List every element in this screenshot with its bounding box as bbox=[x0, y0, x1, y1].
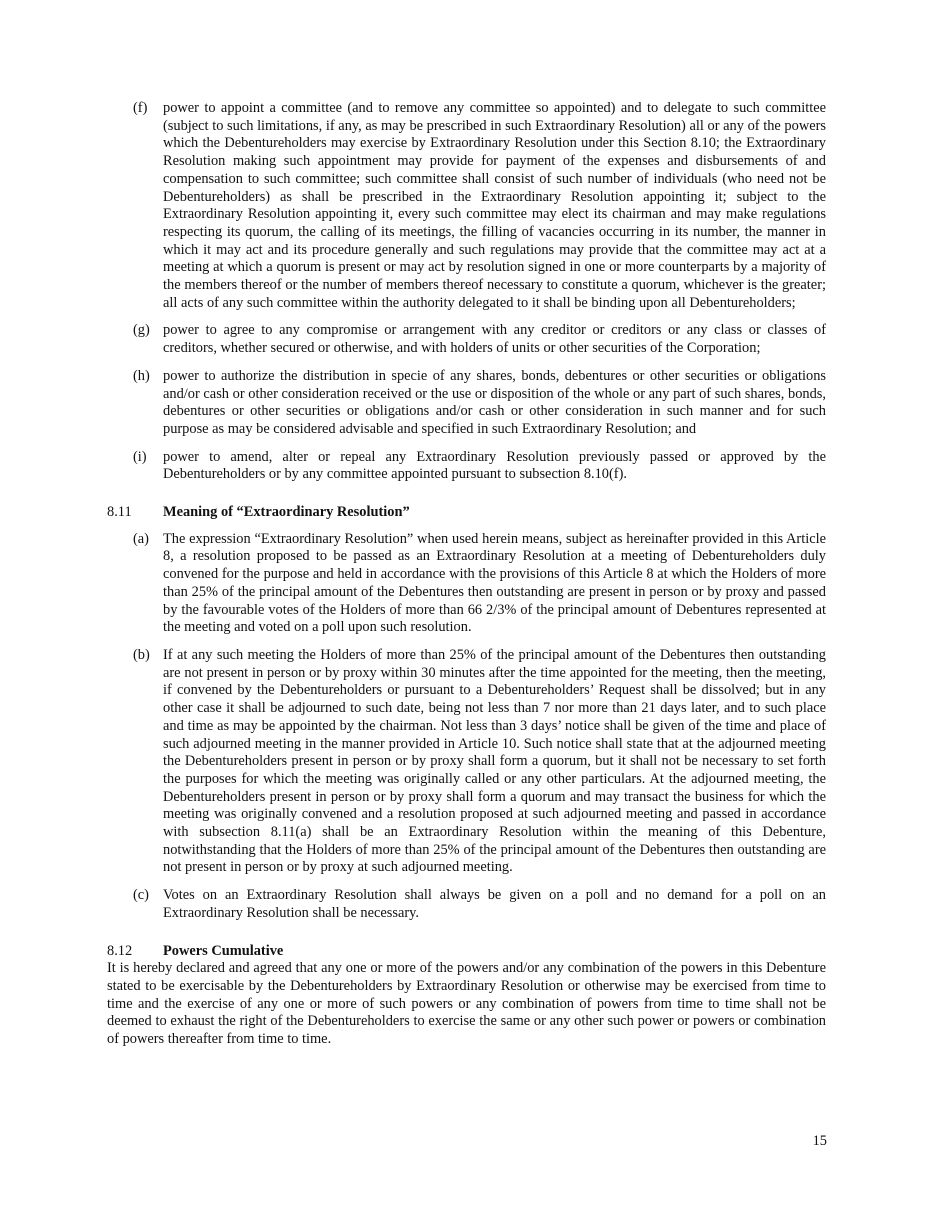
list-item-label: (c) bbox=[133, 887, 149, 904]
list-item-h bbox=[133, 368, 826, 439]
section-number: 8.12 bbox=[107, 942, 133, 959]
list-item-label: (g) bbox=[133, 322, 150, 339]
section-body-8-12: It is hereby declared and agreed that any one or more of the powers and/or any combination of the powers in this Debenture stated to be exercisable by the Debentureholders by Extraordinary Resolution or otherwise may be exercised from time to time and the exercise of any one or more of such powers or any combination of powers from time to time shall not be deemed to exhaust the right of the Debentureholders to exercise the same or any other such power or powers or combination of powers thereafter from time to time. bbox=[107, 960, 826, 1048]
list-item-g bbox=[133, 322, 826, 357]
page-content bbox=[107, 100, 826, 1049]
list-item-label: (a) bbox=[133, 530, 149, 547]
list-item-text: If at any such meeting the Holders of more than 25% of the principal amount of the Debentures then outstanding are not present in person or by proxy within 30 minutes after the time appointed for the meeting, then the meeting, if convened by the Debentureholders or pursuant to a Debentureholders’ Request shall be dissolved; but in any other case it shall be adjourned to such date, being not less than 7 nor more than 21 days later, and to such place and time as may be appointed by the chairman. Not less than 3 days’ notice shall be given of the time and place of such adjourned meeting in the manner provided in Article 10. Such notice shall state that at the adjourned meeting the Debentureholders present in person or by proxy shall form a quorum, but it shall not be necessary to set forth the purposes for which the meeting was originally called or any other particulars. At the adjourned meeting, the Debentureholders present in person or by proxy shall form a quorum and may transact the business for which the meeting was originally convened and a resolution proposed at such adjourned meeting and passed in accordance with subsection 8.11(a) shall be an Extraordinary Resolution within the meaning of this Debenture, notwithstanding that the Holders of more than 25% of the principal amount of the Debentures then outstanding are not present in person or by proxy at such adjourned meeting. bbox=[163, 646, 826, 876]
list-item-c bbox=[133, 887, 826, 922]
section-heading-8-11 bbox=[107, 504, 826, 522]
page-number: 15 bbox=[812, 1133, 827, 1149]
list-item-b bbox=[133, 647, 826, 877]
list-item-label: (b) bbox=[133, 646, 150, 663]
section-title: Powers Cumulative bbox=[163, 942, 284, 959]
list-item-f bbox=[133, 100, 826, 312]
list-item-text: power to agree to any compromise or arrangement with any creditor or creditors or any class or classes of creditors, whether secured or otherwise, and with holders of units or other securities of the Corporation; bbox=[163, 322, 826, 357]
list-item-i bbox=[133, 449, 826, 484]
list-item-text: Votes on an Extraordinary Resolution shall always be given on a poll and no demand for a poll on an Extraordinary Resolution shall be necessary. bbox=[163, 887, 826, 921]
list-item-text: power to amend, alter or repeal any Extraordinary Resolution previously passed or approved by the Debentureholders or by any committee appointed pursuant to subsection 8.10(f). bbox=[163, 448, 826, 483]
list-item-text: power to authorize the distribution in specie of any shares, bonds, debentures or other securities or obligations and/or cash or other consideration received or the use or disposition of the whole or any part of such shares, bonds, debentures or other securities or obligations and/or cash or other consideration in such manner and for such purpose as may be considered advisable and specified in such Extraordinary Resolution; and bbox=[163, 367, 826, 437]
section-number: 8.11 bbox=[107, 504, 132, 521]
list-item-label: (h) bbox=[133, 367, 150, 384]
section-title: Meaning of “Extraordinary Resolution” bbox=[163, 504, 410, 521]
list-item-text: power to appoint a committee (and to remove any committee so appointed) and to delegate to such committee (subject to such limitations, if any, as may be prescribed in such Extraordinary Resolution) all or any of the powers which the Debentureholders may exercise by Extraordinary Resolution under this Section 8.10; the Extraordinary Resolution making such appointment may provide for payment of the expenses and disbursements of and compensation to such committee; such committee shall consist of such number of individuals (who need not be Debentureholders) as shall be prescribed in the Extraordinary Resolution appointing it; subject to the Extraordinary Resolution appointing it, every such committee may elect its chairman and may make regulations respecting its quorum, the calling of its meetings, the filling of vacancies occurring in its number, the manner in which it may act and its procedure generally and such regulations may provide that the committee may act at a meeting at which a quorum is present or may act by resolution signed in one or more counterparts by a majority of the members thereof or the number of members thereof necessary to constitute a quorum, whichever is the greater; all acts of any such committee within the authority delegated to it shall be binding upon all Debentureholders; bbox=[163, 100, 826, 311]
list-item-label: (i) bbox=[133, 448, 147, 465]
section-heading-8-12 bbox=[107, 943, 826, 961]
list-item-label: (f) bbox=[133, 100, 148, 116]
list-item-text: The expression “Extraordinary Resolution” when used herein means, subject as hereinafter provided in this Article 8, a resolution proposed to be passed as an Extraordinary Resolution at a meeting of Debentureholders duly convened for the purpose and held in accordance with the provisions of this Article 8 at which the Holders of more than 25% of the principal amount of the Debentures then outstanding are present in person or by proxy and passed by the favourable votes of the Holders of more than 66 2/3% of the principal amount of Debentures represented at the meeting and voted on a poll upon such resolution. bbox=[163, 530, 826, 636]
list-item-a bbox=[133, 531, 826, 637]
